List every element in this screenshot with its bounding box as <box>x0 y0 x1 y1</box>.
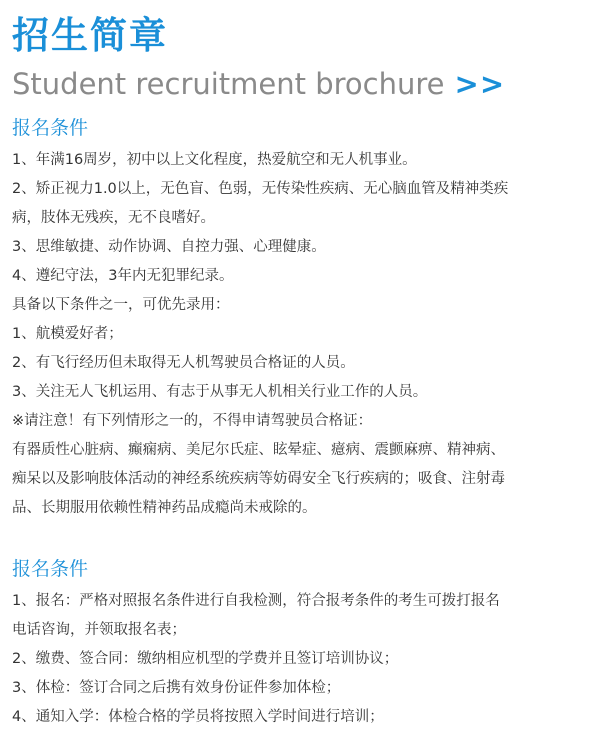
requirements-line: 品、长期服用依赖性精神药品成瘾尚未戒除的。 <box>12 500 317 516</box>
procedure-line: 1、报名：严格对照报名条件进行自我检测，符合报考条件的考生可拨打报名 <box>12 593 500 609</box>
section-heading-requirements: 报名条件 <box>12 117 89 139</box>
requirements-line: 4、遵纪守法，3年内无犯罪纪录。 <box>12 268 234 284</box>
procedure-line: 4、通知入学：体检合格的学员将按照入学时间进行培训； <box>12 709 384 725</box>
procedure-line: 电话咨询，并领取报名表； <box>12 622 186 638</box>
procedure-line: 3、体检：签订合同之后携有效身份证件参加体检； <box>12 680 341 696</box>
requirements-line: 病，肢体无残疾，无不良嗜好。 <box>12 210 215 226</box>
requirements-line: 有器质性心脏病、癫痫病、美尼尔氏症、眩晕症、癔病、震颤麻痹、精神病、 <box>12 442 505 458</box>
requirements-line: 2、有飞行经历但未取得无人机驾驶员合格证的人员。 <box>12 355 355 371</box>
requirements-line: 1、航模爱好者； <box>12 326 123 342</box>
requirements-line: 3、思维敏捷、动作协调、自控力强、心理健康。 <box>12 239 326 255</box>
requirements-line: 2、矫正视力1.0以上，无色盲、色弱，无传染性疾病、无心脑血管及精神类疾 <box>12 181 509 197</box>
requirements-list <box>12 146 604 523</box>
requirements-line: 痴呆以及影响肢体活动的神经系统疾病等妨碍安全飞行疾病的；吸食、注射毒 <box>12 471 505 487</box>
section-heading-procedure: 报名条件 <box>12 558 89 580</box>
requirements-line: ※请注意！有下列情形之一的，不得申请驾驶员合格证： <box>12 413 373 429</box>
page-title: 招生简章 <box>12 14 168 57</box>
procedure-list <box>12 587 604 732</box>
page-subtitle <box>12 66 604 102</box>
procedure-line: 2、缴费、签合同：缴纳相应机型的学费并且签订培训协议； <box>12 651 399 667</box>
requirements-line: 具备以下条件之一，可优先录用： <box>12 297 230 313</box>
double-chevron-right-icon: >> <box>454 67 506 101</box>
requirements-line: 3、关注无人飞机运用、有志于从事无人机相关行业工作的人员。 <box>12 384 428 400</box>
page-subtitle-text: Student recruitment brochure <box>12 67 445 101</box>
requirements-line: 1、年满16周岁，初中以上文化程度，热爱航空和无人机事业。 <box>12 152 417 168</box>
